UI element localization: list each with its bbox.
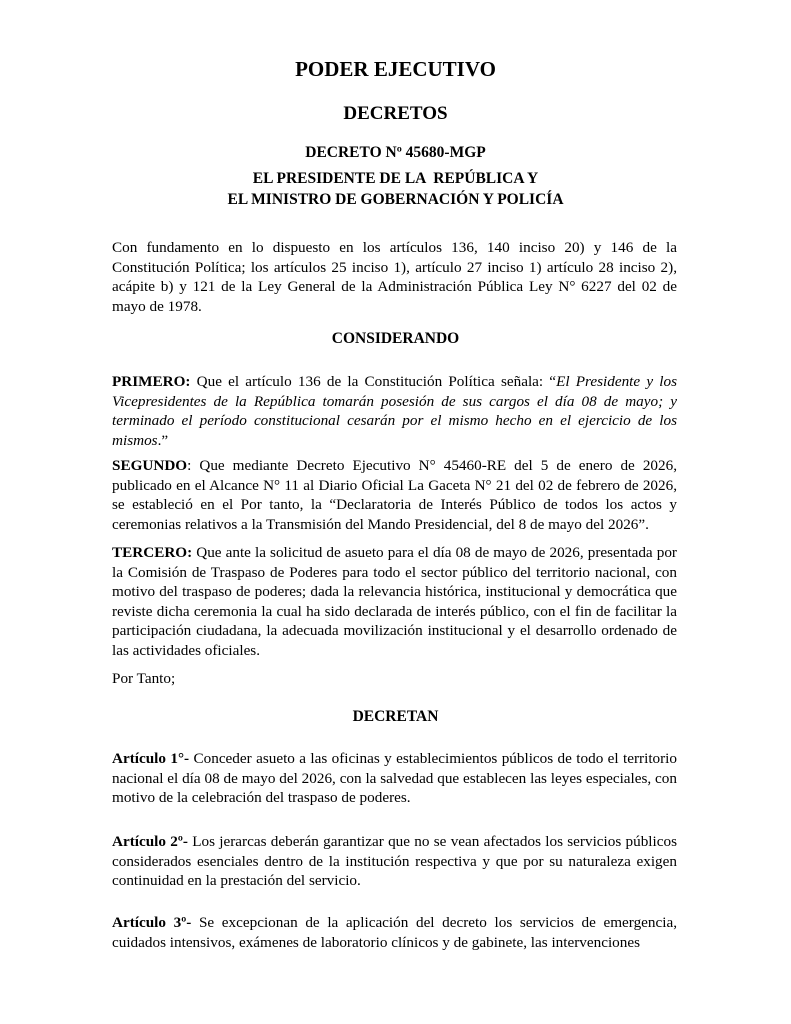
decretan-heading: DECRETAN [352, 708, 439, 725]
articulo-2 [112, 832, 677, 891]
section-heading: DECRETOS [343, 103, 448, 124]
articulo-2-label: Artículo 2º- [112, 833, 188, 850]
primero-text: Que el artículo 136 de la Constitución Política señala: “ [190, 373, 557, 390]
articulo-1-text: Conceder asueto a las oficinas y establecimientos públicos de todo el territorio nacional el día 08 de mayo del 2026, con la salvedad que establecen las leyes especiales, con motivo de la celebración del traspaso de poderes. [112, 750, 677, 807]
articulo-3 [112, 913, 677, 952]
issuer-block [0, 168, 791, 210]
tercero-label: TERCERO: [112, 544, 193, 561]
intro-paragraph: Con fundamento en lo dispuesto en los artículos 136, 140 inciso 20) y 146 de la Constitución Política; los artículos 25 inciso 1), artículo 27 inciso 1) artículo 28 inciso 2), acápite b) y 121 de la Ley General de la Administración Pública Ley N° 6227 del 02 de mayo de 1978. [112, 239, 677, 315]
issuer-line-2: EL MINISTRO DE GOBERNACIÓN Y POLICÍA [227, 191, 564, 208]
por-tanto: Por Tanto; [112, 670, 176, 687]
articulo-2-text: Los jerarcas deberán garantizar que no se vean afectados los servicios públicos considerados esenciales dentro de la institución respectiva y que por su naturaleza exigen continuidad en la prestación del servicio. [112, 833, 677, 890]
branch-heading: PODER EJECUTIVO [295, 57, 496, 81]
primero-quote: El Presidente y los Vicepresidentes de la República tomarán posesión de sus cargos el día 08 de mayo; y terminado el período constitucional cesarán por el mismo hecho en el ejercicio de los mismos [112, 373, 677, 449]
articulo-1-label: Artículo 1°- [112, 750, 190, 767]
primero-end: .” [157, 431, 169, 449]
segundo-text: : Que mediante Decreto Ejecutivo N° 45460-RE del 5 de enero de 2026, publicado en el Alcance N° 11 al Diario Oficial La Gaceta N° 21 del 02 de febrero de 2026, se estableció en el Por tanto, la “Declaratoria de Interés Público de todos los actos y ceremonias relativos a la Transmisión del Mando Presidencial, del 8 de mayo del 2026”. [112, 457, 677, 533]
tercero-text: Que ante la solicitud de asueto para el día 08 de mayo de 2026, presentada por la Comisión de Traspaso de Poderes para todo el sector público del territorio nacional, con motivo del traspaso de poderes; dada la relevancia histórica, institucional y democrática que reviste dicha ceremonia la cual ha sido declarada de interés público, con el fin de facilitar la participación ciudadana, la adecuada movilización institucional y el desarrollo ordenado de las actividades oficiales. [112, 544, 677, 659]
issuer-line-1: EL PRESIDENTE DE LA REPÚBLICA Y [252, 170, 539, 187]
considerando-tercero [112, 543, 677, 661]
primero-label: PRIMERO: [112, 373, 191, 390]
segundo-label: SEGUNDO [112, 457, 188, 474]
articulo-1 [112, 749, 677, 808]
articulo-3-label: Artículo 3º- [112, 914, 192, 931]
considerando-heading: CONSIDERANDO [331, 330, 460, 347]
articulo-3-text: Se excepcionan de la aplicación del decreto los servicios de emergencia, cuidados intensivos, exámenes de laboratorio clínicos y de gabinete, las intervenciones [112, 914, 678, 951]
considerando-segundo [112, 456, 677, 534]
decree-number: DECRETO Nº 45680-MGP [305, 144, 486, 161]
considerando-primero [112, 372, 677, 450]
